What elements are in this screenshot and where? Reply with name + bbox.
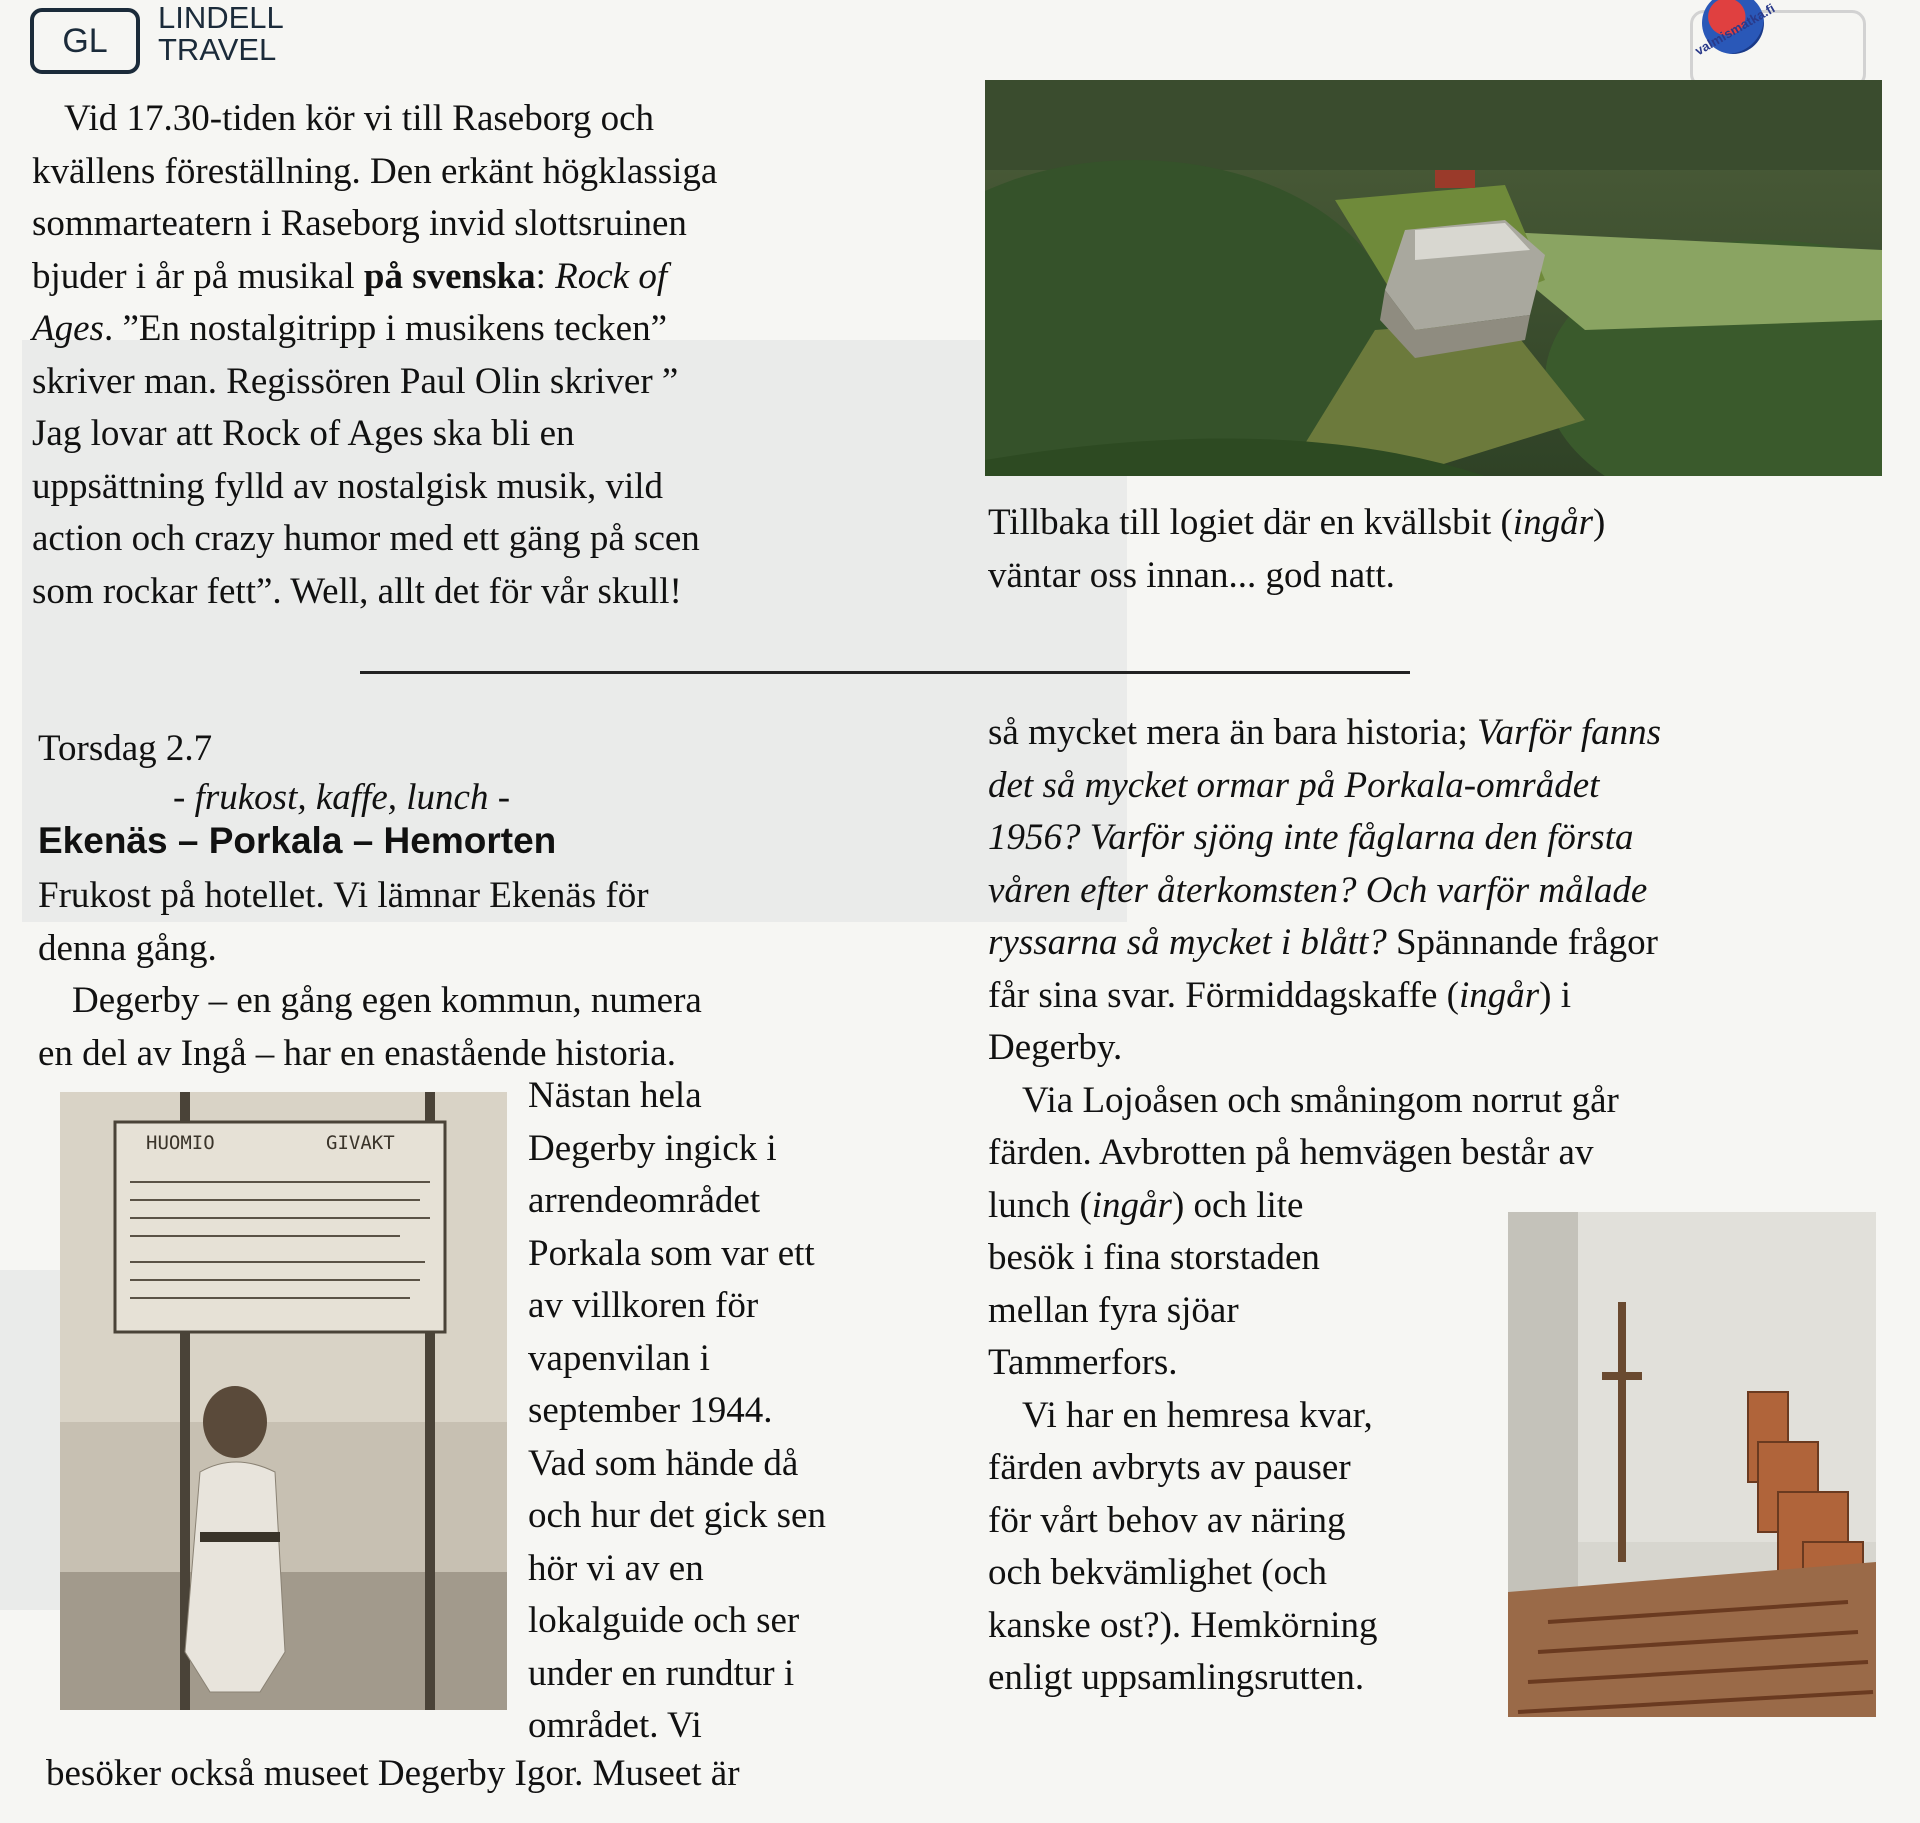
text-line: vapenvilan i bbox=[528, 1337, 710, 1379]
text-line: som rockar fett”. Well, allt det för vår skull! bbox=[32, 570, 682, 612]
church-organ-image bbox=[1508, 1212, 1876, 1717]
badge-text: valmismatka.fi bbox=[1692, 0, 1778, 59]
text-line: färden. Avbrotten på hemvägen består av bbox=[988, 1132, 1594, 1173]
text-line: Degerby – en gång egen kommun, numera bbox=[72, 980, 702, 1021]
text-line: under en rundtur i bbox=[528, 1652, 795, 1694]
text-line: får sina svar. Förmiddagskaffe (ingår) i bbox=[988, 974, 1571, 1016]
text-line: och bekvämlighet (och bbox=[988, 1552, 1328, 1593]
logo-mark: GL bbox=[62, 21, 108, 60]
text-line: enligt uppsamlingsrutten. bbox=[988, 1657, 1365, 1698]
logo-line2: TRAVEL bbox=[158, 32, 277, 67]
porkala-sign-photo bbox=[60, 1092, 507, 1710]
text-line: Jag lovar att Rock of Ages ska bli en bbox=[32, 413, 575, 454]
text-line: Vi har en hemresa kvar, bbox=[1022, 1394, 1373, 1436]
text-line: en del av Ingå – har en enastående historia. bbox=[38, 1032, 676, 1074]
text-line: Tillbaka till logiet där en kvällsbit (ingår) bbox=[988, 502, 1606, 543]
text-line: väntar oss innan... god natt. bbox=[988, 554, 1395, 596]
text-line: så mycket mera än bara historia; Varför fanns bbox=[988, 712, 1662, 753]
text-line: skriver man. Regissören Paul Olin skriver ” bbox=[32, 360, 679, 402]
text-line: action och crazy humor med ett gäng på scen bbox=[32, 518, 700, 559]
text-line: Nästan hela bbox=[528, 1075, 702, 1116]
section-divider bbox=[360, 671, 1410, 674]
ghost-photo-lower bbox=[0, 1270, 60, 1610]
text-line: lokalguide och ser bbox=[528, 1600, 800, 1641]
text-line: hör vi av en bbox=[528, 1547, 704, 1589]
day-route-heading: Ekenäs – Porkala – Hemorten bbox=[38, 820, 557, 861]
text-line: Degerby. bbox=[988, 1027, 1123, 1068]
woman-by-sign-image bbox=[60, 1092, 507, 1710]
text-line: bjuder i år på musikal på svenska: Rock of bbox=[32, 255, 668, 297]
text-line: området. Vi bbox=[528, 1705, 702, 1746]
left-column-intro bbox=[38, 870, 702, 1080]
text-line: besök i fina storstaden bbox=[988, 1237, 1320, 1278]
text-line: färden avbryts av pauser bbox=[988, 1447, 1351, 1488]
text-line: denna gång. bbox=[38, 927, 217, 969]
text-line: Tammerfors. bbox=[988, 1342, 1178, 1383]
text-line: kvällens föreställning. Den erkänt högklassiga bbox=[32, 150, 718, 192]
text-line: Vad som hände då bbox=[528, 1442, 799, 1484]
text-line: sommarteatern i Raseborg invid slottsruinen bbox=[32, 203, 687, 244]
sign-title-left: HUOMIO bbox=[146, 1132, 215, 1154]
text-line: våren efter återkomsten? Och varför målade bbox=[988, 869, 1648, 911]
day-meals: - frukost, kaffe, lunch - bbox=[173, 777, 511, 818]
text-line: det så mycket ormar på Porkala-området bbox=[988, 764, 1600, 806]
sign-title-right: GIVAKT bbox=[326, 1132, 395, 1154]
text-line: ryssarna så mycket i blått? Spännande frågor bbox=[988, 922, 1658, 963]
text-line: och hur det gick sen bbox=[528, 1495, 826, 1536]
day-date: Torsdag 2.7 bbox=[38, 728, 213, 769]
text-line: mellan fyra sjöar bbox=[988, 1289, 1239, 1331]
logo-wordmark bbox=[158, 2, 284, 66]
lindell-travel-logo bbox=[30, 8, 140, 74]
intro-paragraph bbox=[32, 93, 717, 618]
left-column-last-line: besöker också museet Degerby Igor. Museet är bbox=[46, 1753, 740, 1794]
text-line: september 1944. bbox=[528, 1390, 773, 1431]
text-line: för vårt behov av näring bbox=[988, 1499, 1346, 1541]
text-line: 1956? Varför sjöng inte fåglarna den första bbox=[988, 817, 1634, 858]
text-line: kanske ost?). Hemkörning bbox=[988, 1604, 1378, 1646]
text-line: Degerby ingick i bbox=[528, 1127, 777, 1169]
text-line: Via Lojoåsen och småningom norrut går bbox=[1022, 1079, 1619, 1121]
raseborg-castle-photo bbox=[985, 80, 1882, 476]
castle-aerial-image bbox=[985, 80, 1882, 476]
text-line: Vid 17.30-tiden kör vi till Raseborg och bbox=[64, 98, 655, 139]
text-line: av villkoren för bbox=[528, 1285, 759, 1326]
logo-line1: LINDELL bbox=[158, 0, 284, 35]
castle-caption bbox=[988, 497, 1605, 602]
degerby-wrap-text bbox=[528, 1070, 826, 1753]
text-line: Frukost på hotellet. Vi lämnar Ekenäs för bbox=[38, 875, 649, 916]
text-line: lunch (ingår) och lite bbox=[988, 1184, 1304, 1226]
text-line: Porkala som var ett bbox=[528, 1232, 815, 1274]
text-line: uppsättning fylld av nostalgisk musik, vild bbox=[32, 465, 664, 507]
text-line: Ages. ”En nostalgitripp i musikens tecken” bbox=[32, 308, 668, 349]
church-interior-photo bbox=[1508, 1212, 1876, 1717]
text-line: arrendeområdet bbox=[528, 1180, 761, 1221]
